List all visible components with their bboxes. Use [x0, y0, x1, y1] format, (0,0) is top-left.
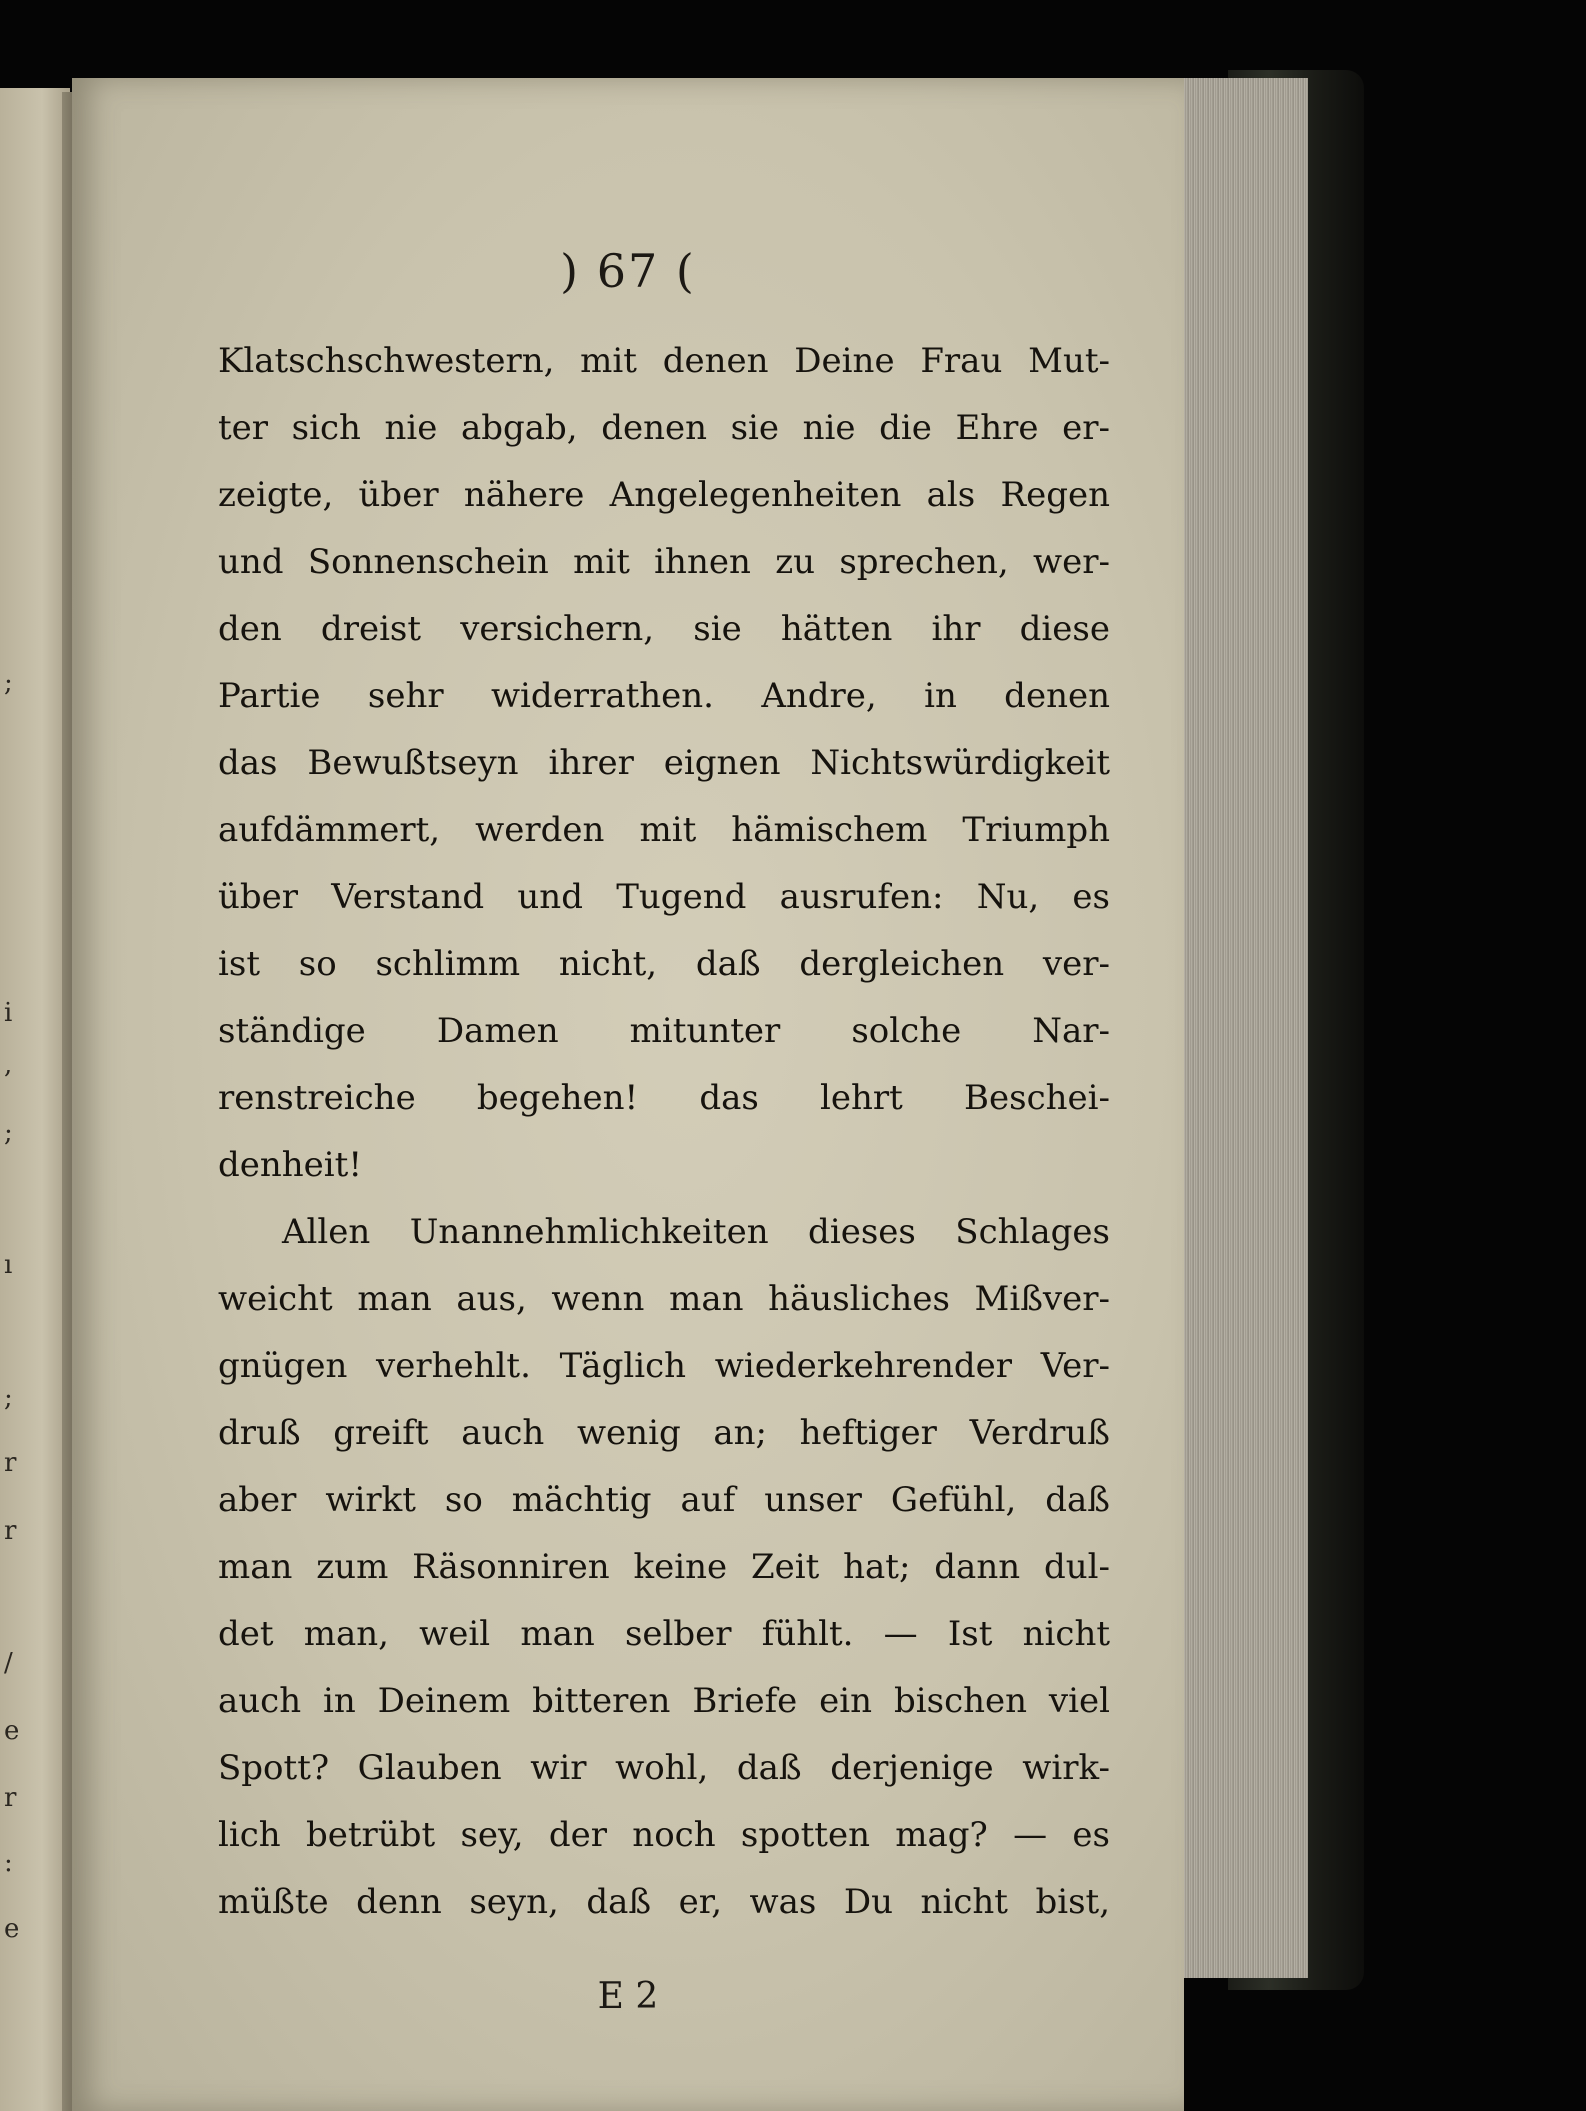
text-line: aber wirkt so mächtig auf unser Gefühl, daß [218, 1480, 1110, 1520]
text-line: det man, weil man selber fühlt. — Ist nicht [218, 1614, 1110, 1654]
text-line: Allen Unannehmlichkeiten dieses Schlages [282, 1212, 1110, 1252]
text-line: weicht man aus, wenn man häusliches Mißver- [218, 1279, 1110, 1319]
left-mark: / [4, 1648, 13, 1678]
text-line: müßte denn seyn, daß er, was Du nicht bist, [218, 1882, 1110, 1922]
left-mark: e [4, 1914, 20, 1944]
left-mark: e [4, 1716, 20, 1746]
text-line: Partie sehr widerrathen. Andre, in denen [218, 676, 1110, 716]
text-line: über Verstand und Tugend ausrufen: Nu, es [218, 877, 1110, 917]
page-edges [1170, 78, 1308, 1978]
signature-mark: E 2 [597, 1976, 659, 2017]
text-line: das Bewußtseyn ihrer eignen Nichtswürdigkeit [218, 743, 1110, 783]
left-mark: ı [4, 1250, 13, 1280]
text-line: lich betrübt sey, der noch spotten mag? — es [218, 1815, 1110, 1855]
text-line: den dreist versichern, sie hätten ihr diese [218, 609, 1110, 649]
text-line: ter sich nie abgab, denen sie nie die Ehre er- [218, 408, 1110, 448]
book-page [72, 78, 1184, 2111]
text-line: und Sonnenschein mit ihnen zu sprechen, wer- [218, 542, 1110, 582]
text-line: aufdämmert, werden mit hämischem Triumph [218, 810, 1110, 850]
left-mark: i [4, 998, 13, 1028]
text-line: denheit! [218, 1145, 363, 1185]
left-mark: ; [4, 1383, 13, 1413]
left-mark: , [4, 1050, 13, 1080]
text-line: renstreiche begehen! das lehrt Beschei- [218, 1078, 1110, 1118]
left-mark: r [4, 1516, 17, 1546]
page-text [218, 328, 1110, 1936]
text-line: Klatschschwestern, mit denen Deine Frau Mut- [218, 341, 1110, 381]
left-mark: r [4, 1783, 17, 1813]
page-number-header: ) 67 ( [560, 244, 696, 298]
text-line: man zum Räsonniren keine Zeit hat; dann dul- [218, 1547, 1110, 1587]
text-line: ist so schlimm nicht, daß dergleichen ver- [218, 944, 1110, 984]
text-line: Spott? Glauben wir wohl, daß derjenige wirk- [218, 1748, 1110, 1788]
left-mark: ; [4, 668, 13, 698]
left-mark: ; [4, 1118, 13, 1148]
text-line: gnügen verhehlt. Täglich wiederkehrender Ver- [218, 1346, 1110, 1386]
left-mark: r [4, 1448, 17, 1478]
text-line: zeigte, über nähere Angelegenheiten als Regen [218, 475, 1110, 515]
left-facing-page [0, 88, 70, 2111]
text-line: ständige Damen mitunter solche Nar- [218, 1011, 1110, 1051]
text-line: druß greift auch wenig an; heftiger Verdruß [218, 1413, 1110, 1453]
left-mark: : [4, 1848, 13, 1878]
left-page-margin-marks [4, 88, 24, 2111]
text-line: auch in Deinem bitteren Briefe ein bischen viel [218, 1681, 1110, 1721]
